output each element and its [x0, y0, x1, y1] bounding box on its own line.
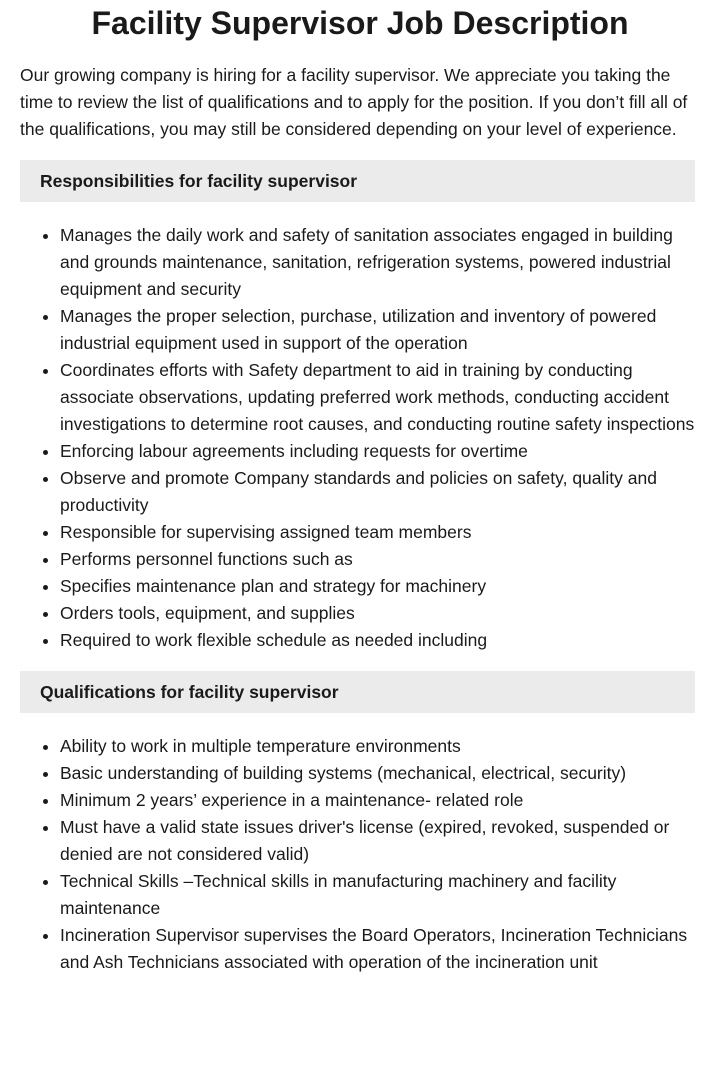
list-item: • Performs personnel functions such as	[60, 546, 700, 573]
list-item: • Manages the daily work and safety of sanitation associates engaged in building and grounds maintenance, sanitation, refrigeration systems, powered industrial equipment and security	[60, 222, 700, 303]
list-item: • Must have a valid state issues driver's license (expired, revoked, suspended or denied are not considered valid)	[60, 814, 700, 868]
list-item: • Technical Skills –Technical skills in manufacturing machinery and facility maintenance	[60, 868, 700, 922]
list-item: • Manages the proper selection, purchase, utilization and inventory of powered industrial equipment used in support of the operation	[60, 303, 700, 357]
qualifications-heading: Qualifications for facility supervisor	[20, 671, 695, 713]
qualifications-list	[20, 733, 700, 976]
page-title: Facility Supervisor Job Description	[91, 5, 629, 41]
list-item: • Specifies maintenance plan and strategy for machinery	[60, 573, 700, 600]
list-item: • Ability to work in multiple temperature environments	[60, 733, 700, 760]
list-item: • Enforcing labour agreements including requests for overtime	[60, 438, 700, 465]
list-item: • Responsible for supervising assigned team members	[60, 519, 700, 546]
intro-paragraph: Our growing company is hiring for a facility supervisor. We appreciate you taking the time to review the list of qualifications and to apply for the position. If you don’t fill all of the qualifications, you may still be considered depending on your level of experience.	[20, 65, 688, 139]
list-item: • Required to work flexible schedule as needed including	[60, 627, 700, 654]
responsibilities-list	[20, 222, 700, 654]
list-item: • Orders tools, equipment, and supplies	[60, 600, 700, 627]
responsibilities-heading: Responsibilities for facility supervisor	[20, 160, 695, 202]
list-item: • Coordinates efforts with Safety department to aid in training by conducting associate observations, updating preferred work methods, conducting accident investigations to determine root causes, and conducting routine safety inspections	[60, 357, 700, 438]
list-item: • Observe and promote Company standards and policies on safety, quality and productivity	[60, 465, 700, 519]
list-item: • Minimum 2 years’ experience in a maintenance- related role	[60, 787, 700, 814]
list-item: • Incineration Supervisor supervises the Board Operators, Incineration Technicians and Ash Technicians associated with operation of the incineration unit	[60, 922, 700, 976]
list-item: • Basic understanding of building systems (mechanical, electrical, security)	[60, 760, 700, 787]
